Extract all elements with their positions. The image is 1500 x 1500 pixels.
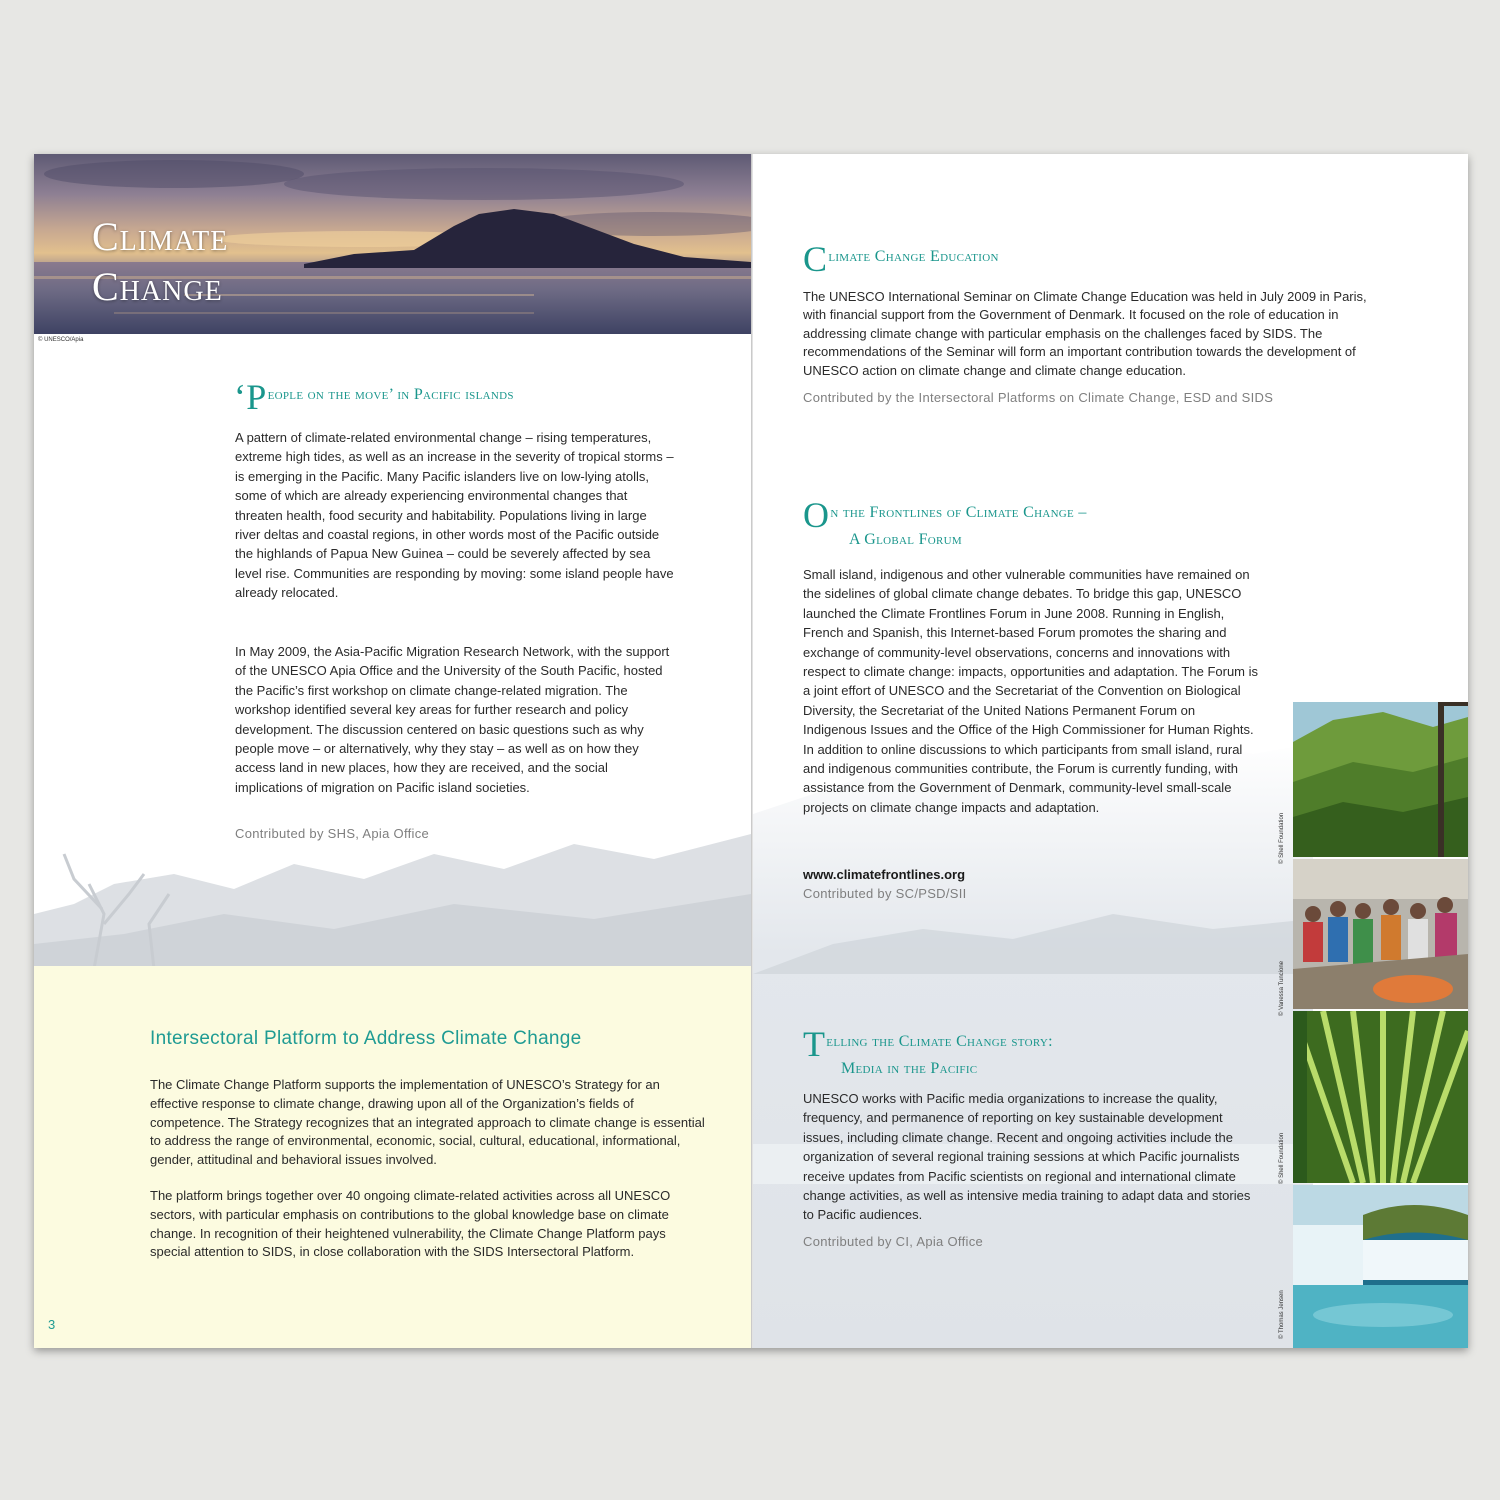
contributed-by: Contributed by the Intersectoral Platforms on Climate Change, ESD and SIDS: [803, 390, 1274, 405]
title-line-2: Change: [92, 264, 223, 309]
heading-text-line-1: elling the Climate Change story:: [826, 1033, 1053, 1050]
photo-green-hills: [1293, 702, 1468, 857]
contributed-by: Contributed by CI, Apia Office: [803, 1234, 984, 1249]
heading-frontlines: [803, 495, 1087, 549]
article-paragraph: A pattern of climate-related environmental change – rising temperatures, extreme high tides, as well as an increase in the severity of tropical storms – is emerging in the Pacific. Many Pacific islanders live on low-lying atolls, some of which are already experiencing environmental changes that threaten health, food security and habitability. Populations living in large river deltas and coastal regions, in other words most of the Pacific outside the highlands of Papua New Guinea – could be severely affected by sea level rise. Communities are responding by moving: some island people have already relocated.: [235, 430, 674, 601]
heading-dropcap: ‘P: [234, 377, 267, 417]
heading-dropcap: T: [803, 1024, 826, 1064]
island-silhouette-decoration: [34, 794, 751, 969]
photo-community-group: [1293, 859, 1468, 1009]
contributed-by: Contributed by SHS, Apia Office: [235, 826, 430, 841]
heading-telling-the-story: [803, 1024, 1053, 1078]
heading-text: limate Change Education: [828, 248, 999, 265]
article-paragraph: In May 2009, the Asia-Pacific Migration Research Network, with the support of the UNESCO Apia Office and the University of the South Pacific, hosted the Pacific’s first workshop on climate change-related migration. The workshop identified several key areas for further research and policy development. The discussion centered on basic questions such as why people move – or alternatively, why they stay – as well as on how they access land in new places, how they are received, and the social implications of migration on Pacific island societies.: [235, 644, 670, 795]
article-paragraph: Small island, indigenous and other vulnerable communities have remained on the sidelines of global climate change debates. To bridge this gap, UNESCO launched the Climate Frontlines Forum in June 2008. Running in English, French and Spanish, this Internet-based Forum promotes the sharing and exchange of community-level observations, concerns and innovations with respect to climate change: impacts, opportunities and adaptation. The Forum is a joint effort of UNESCO and the Secretariat of the Convention on Biological Diversity, the Secretariat of the United Nations Permanent Forum on Indigenous Issues and the Office of the High Commissioner for Human Rights. In addition to online discussions to which participants from small island, rural and indigenous communities contribute, the Forum is currently funding, with assistance from the Government of Denmark, community-level small-scale projects on climate change impacts and adaptation.: [803, 567, 1259, 815]
heading-dropcap: C: [803, 239, 828, 279]
heading-people-on-the-move: [234, 377, 514, 417]
box-title: Intersectoral Platform to Address Climate Change: [150, 1028, 582, 1049]
heading-text-line-2: A Global Forum: [849, 531, 962, 548]
photo-strip: [1293, 702, 1468, 1348]
heading-text: eople on the move’ in Pacific islands: [267, 386, 514, 403]
hero-sunset-photo: [34, 154, 751, 334]
photo-credit: © Shell Foundation: [1279, 812, 1285, 864]
page-number: 3: [48, 1317, 56, 1332]
photo-credit: © Shell Foundation: [1279, 1132, 1285, 1184]
contributed-by: Contributed by SC/PSD/SII: [803, 886, 967, 901]
title-line-1: Climate: [92, 214, 229, 259]
article-paragraph: UNESCO works with Pacific media organizations to increase the quality, frequency, and permanence of reporting on key sustainable development issues, including climate change. Recent and ongoing activities include the organization of several regional training sessions at which Pacific journalists receive updates from Pacific scientists on regional and international climate change activities, as well as intensive media training to adapt data and stories to Pacific audiences.: [803, 1091, 1251, 1223]
photo-credit: © Vanessa Tuncione: [1279, 960, 1285, 1016]
box-paragraph: The Climate Change Platform supports the implementation of UNESCO’s Strategy for an effective response to climate change, drawing upon all of the Organization’s fields of competence. The Strategy recognizes that an integrated approach to climate change is essential to address the range of environmental, economic, social, cultural, educational, informational, gender, attitudinal and behavioral issues involved.: [150, 1077, 705, 1168]
right-page: [753, 154, 1468, 1348]
heading-climate-change-education: [803, 239, 999, 279]
heading-text-line-1: n the Frontlines of Climate Change –: [830, 504, 1087, 521]
website-link[interactable]: www.climatefrontlines.org: [803, 867, 966, 882]
photo-palm-leaf: [1293, 1011, 1468, 1183]
box-paragraph: The platform brings together over 40 ongoing climate-related activities across all UNESCO sectors, with particular emphasis on contributions to the global knowledge base on climate change. In recognition of their heightened vulnerability, the Climate Change Platform pays special attention to SIDS, in close collaboration with the SIDS Intersectoral Platform.: [150, 1188, 671, 1260]
left-page: [34, 154, 751, 1348]
hero-photo-credit: © UNESCO/Apia: [38, 337, 84, 343]
article-paragraph: The UNESCO International Seminar on Climate Change Education was held in July 2009 in Paris, with financial support from the Government of Denmark. It focused on the role of education in addressing climate change with particular emphasis on the challenges faced by SIDS. The recommendations of the Seminar will form an important contribution towards the development of UNESCO action on climate change and climate change education.: [803, 289, 1367, 378]
heading-text-line-2: Media in the Pacific: [841, 1060, 978, 1077]
brochure-spread: [34, 154, 1468, 1348]
photo-waterfall: [1293, 1185, 1468, 1348]
heading-dropcap: O: [803, 495, 830, 535]
page-title: [92, 212, 228, 312]
photo-credit: © Thomas Jensen: [1279, 1290, 1285, 1339]
